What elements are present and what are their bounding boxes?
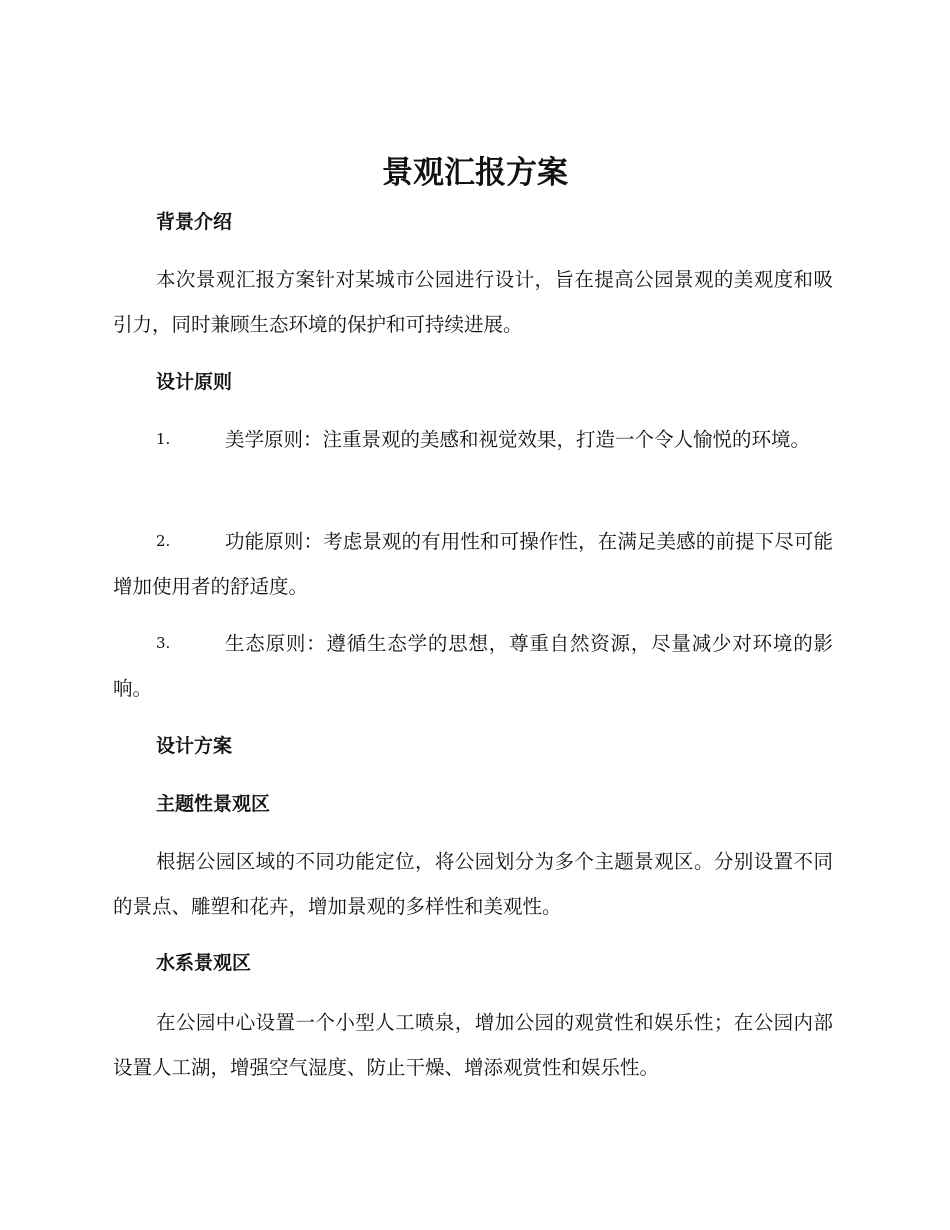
principle-item-2: [113, 519, 833, 609]
heading-background: 背景介绍: [156, 211, 233, 233]
heading-theme-area: 主题性景观区: [156, 793, 271, 815]
principle-item-1: [113, 417, 833, 462]
paragraph-water-area: 在公园中心设置一个小型人工喷泉，增加公园的观赏性和娱乐性；在公园内部设置人工湖，增强空气湿度、防止干燥、增添观赏性和娱乐性。: [113, 1011, 833, 1079]
principle-number: 2.: [156, 532, 171, 550]
heading-plan: 设计方案: [156, 735, 233, 757]
heading-principles: 设计原则: [156, 371, 233, 393]
heading-water-area: 水系景观区: [156, 952, 252, 974]
principle-number: 3.: [156, 634, 171, 652]
principle-text: 生态原则：遵循生态学的思想，尊重自然资源，尽量减少对环境的影响。: [113, 632, 833, 700]
principle-number: 1.: [156, 430, 171, 448]
document-title: 景观汇报方案: [382, 155, 568, 191]
paragraph-theme-area: 根据公园区域的不同功能定位，将公园划分为多个主题景观区。分别设置不同的景点、雕塑和花卉，增加景观的多样性和美观性。: [113, 850, 833, 918]
paragraph-background: 本次景观汇报方案针对某城市公园进行设计，旨在提高公园景观的美观度和吸引力，同时兼顾生态环境的保护和可持续进展。: [113, 268, 833, 336]
principle-item-3: [113, 621, 833, 711]
principle-text: 美学原则：注重景观的美感和视觉效果，打造一个令人愉悦的环境。: [225, 428, 811, 451]
principle-text: 功能原则：考虑景观的有用性和可操作性，在满足美感的前提下尽可能增加使用者的舒适度。: [113, 530, 833, 598]
